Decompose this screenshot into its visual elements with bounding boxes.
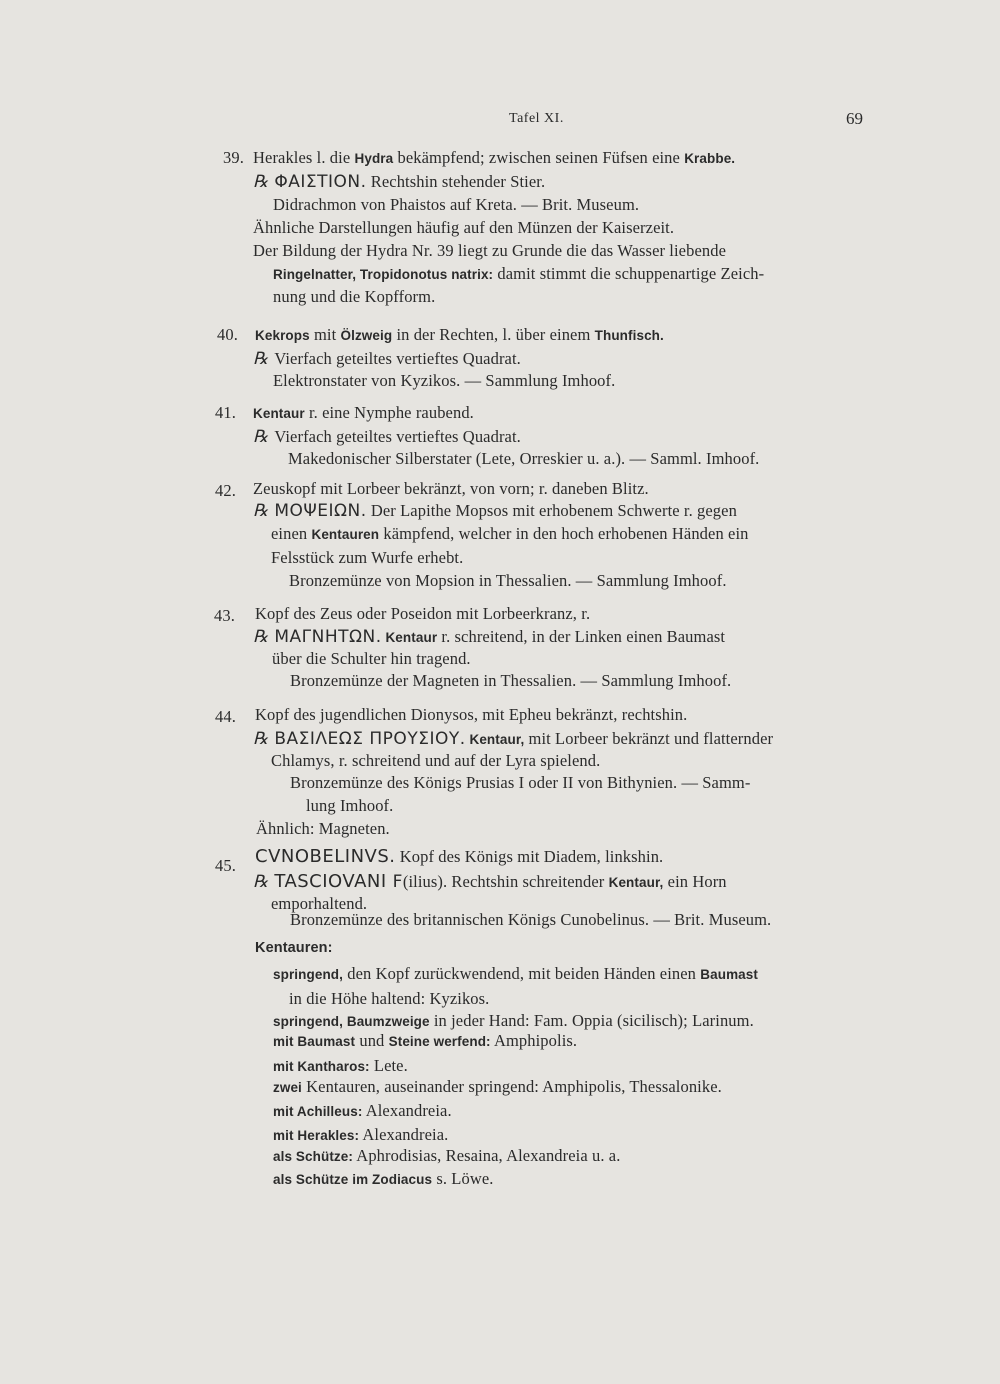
entry-44-line-5: lung Imhoof. <box>306 796 394 815</box>
entry-44-line-1: Kopf des jugendlichen Dionysos, mit Epheu bekränzt, rechtshin. <box>255 705 688 724</box>
entry-42-reverse-line: ℞ ΜΟΨΕΙΩΝ. Der Lapithe Mopsos mit erhobenem Schwerte r. gegen <box>253 501 737 521</box>
entry-45-reverse-line: ℞ TASCIOVANI F(ilius). Rechtshin schreitender Kentaur, ein Horn <box>253 871 727 892</box>
kentauren-item-6: mit Achilleus: Alexandreia. <box>273 1101 452 1120</box>
entry-41-line-1: Kentaur r. eine Nymphe raubend. <box>253 403 474 422</box>
running-header-title: Tafel XI. <box>509 111 564 126</box>
entry-40-line-3: Elektronstater von Kyzikos. — Sammlung Imhoof. <box>273 371 616 390</box>
section-heading-kentauren: Kentauren: <box>255 940 333 956</box>
reverse-symbol: ℞ <box>253 427 269 446</box>
entry-40-line-1: Kekrops mit Ölzweig in der Rechten, l. über einem Thunfisch. <box>255 325 664 344</box>
entry-39-reverse-line: ℞ ΦΑΙΣΤΙΟΝ. Rechtshin stehender Stier. <box>253 172 546 192</box>
entry-43-line-1: Kopf des Zeus oder Poseidon mit Lorbeerkranz, r. <box>255 604 591 623</box>
entry-44-reverse-line: ℞ ΒΑΣΙΛΕΩΣ ΠΡΟΥΣΙΟΥ. Kentaur, mit Lorbeer bekränzt und flatternder <box>253 729 774 749</box>
entry-39-line-5: Der Bildung der Hydra Nr. 39 liegt zu Grunde die das Wasser liebende <box>253 241 726 260</box>
reverse-symbol: ℞ <box>253 349 269 368</box>
entry-39-line-1: Herakles l. die Hydra bekämpfend; zwischen seinen Füfsen eine Krabbe. <box>253 148 736 167</box>
entry-number-45: 45. <box>215 856 236 875</box>
entry-43-line-3: über die Schulter hin tragend. <box>272 649 471 668</box>
coin-legend: ΜΑΓΝΗΤΩΝ. <box>274 627 382 647</box>
reverse-symbol: ℞ <box>253 729 269 748</box>
entry-number-41: 41. <box>215 403 236 422</box>
entry-45-line-4: Bronzemünze des britannischen Königs Cunobelinus. — Brit. Museum. <box>290 910 772 929</box>
entry-45-line-1: CVNOBELINVS. Kopf des Königs mit Diadem, linkshin. <box>255 846 664 867</box>
kentauren-item-1: springend, den Kopf zurückwendend, mit beiden Händen einen Baumast <box>273 964 758 983</box>
entry-39-line-7: nung und die Kopfform. <box>273 287 436 306</box>
kentauren-item-7: mit Herakles: Alexandreia. <box>273 1125 449 1144</box>
entry-44-line-6: Ähnlich: Magneten. <box>256 819 390 838</box>
entry-number-40: 40. <box>217 325 238 344</box>
reverse-symbol: ℞ <box>253 627 269 646</box>
entry-number-44: 44. <box>215 707 236 726</box>
entry-40-reverse-line: ℞ Vierfach geteiltes vertieftes Quadrat. <box>253 349 521 368</box>
kentauren-item-3: mit Baumast und Steine werfend: Amphipolis. <box>273 1031 578 1050</box>
entry-41-reverse-line: ℞ Vierfach geteiltes vertieftes Quadrat. <box>253 427 521 446</box>
coin-legend: ΦΑΙΣΤΙΟΝ. <box>274 172 367 192</box>
coin-legend: ΜΟΨΕΙΩΝ. <box>274 501 367 521</box>
entry-number-42: 42. <box>215 481 236 500</box>
entry-44-line-4: Bronzemünze des Königs Prusias I oder II von Bithynien. — Samm- <box>290 773 751 792</box>
entry-number-43: 43. <box>214 606 235 625</box>
kentauren-item-2: springend, Baumzweige in jeder Hand: Fam. Oppia (sicilisch); Larinum. <box>273 1011 754 1030</box>
entry-42-line-1: Zeuskopf mit Lorbeer bekränzt, von vorn; r. daneben Blitz. <box>253 479 649 498</box>
reverse-symbol: ℞ <box>253 172 269 191</box>
entry-41-line-3: Makedonischer Silberstater (Lete, Orreskier u. a.). — Samml. Imhoof. <box>288 449 760 468</box>
entry-42-line-5: Bronzemünze von Mopsion in Thessalien. — Sammlung Imhoof. <box>289 571 727 590</box>
entry-39-line-3: Didrachmon von Phaistos auf Kreta. — Brit. Museum. <box>273 195 640 214</box>
coin-legend: TASCIOVANI <box>274 871 387 892</box>
kentauren-item-1-cont: in die Höhe haltend: Kyzikos. <box>289 989 490 1008</box>
coin-legend: ΒΑΣΙΛΕΩΣ ΠΡΟΥΣΙΟΥ. <box>274 729 466 749</box>
entry-39-line-6: Ringelnatter, Tropidonotus natrix: damit stimmt die schuppenartige Zeich- <box>273 264 765 283</box>
entry-42-line-3: einen Kentauren kämpfend, welcher in den hoch erhobenen Händen ein <box>271 524 749 543</box>
entry-number-39: 39. <box>223 148 244 167</box>
kentauren-item-4: mit Kantharos: Lete. <box>273 1056 408 1075</box>
entry-43-reverse-line: ℞ ΜΑΓΝΗΤΩΝ. Kentaur r. schreitend, in der Linken einen Baumast <box>253 627 726 647</box>
page-number: 69 <box>846 109 863 128</box>
coin-legend: CVNOBELINVS. <box>255 846 396 867</box>
entry-45-line-3: emporhaltend. <box>271 894 368 913</box>
entry-39-line-4: Ähnliche Darstellungen häufig auf den Münzen der Kaiserzeit. <box>253 218 675 237</box>
kentauren-item-5: zwei Kentauren, auseinander springend: Amphipolis, Thessalonike. <box>273 1077 722 1096</box>
entry-43-line-4: Bronzemünze der Magneten in Thessalien. — Sammlung Imhoof. <box>290 671 732 690</box>
entry-44-line-3: Chlamys, r. schreitend und auf der Lyra spielend. <box>271 751 601 770</box>
kentauren-item-9: als Schütze im Zodiacus s. Löwe. <box>273 1169 494 1188</box>
kentauren-item-8: als Schütze: Aphrodisias, Resaina, Alexandreia u. a. <box>273 1146 621 1165</box>
entry-42-line-4: Felsstück zum Wurfe erhebt. <box>271 548 464 567</box>
reverse-symbol: ℞ <box>253 872 269 891</box>
reverse-symbol: ℞ <box>253 501 269 520</box>
